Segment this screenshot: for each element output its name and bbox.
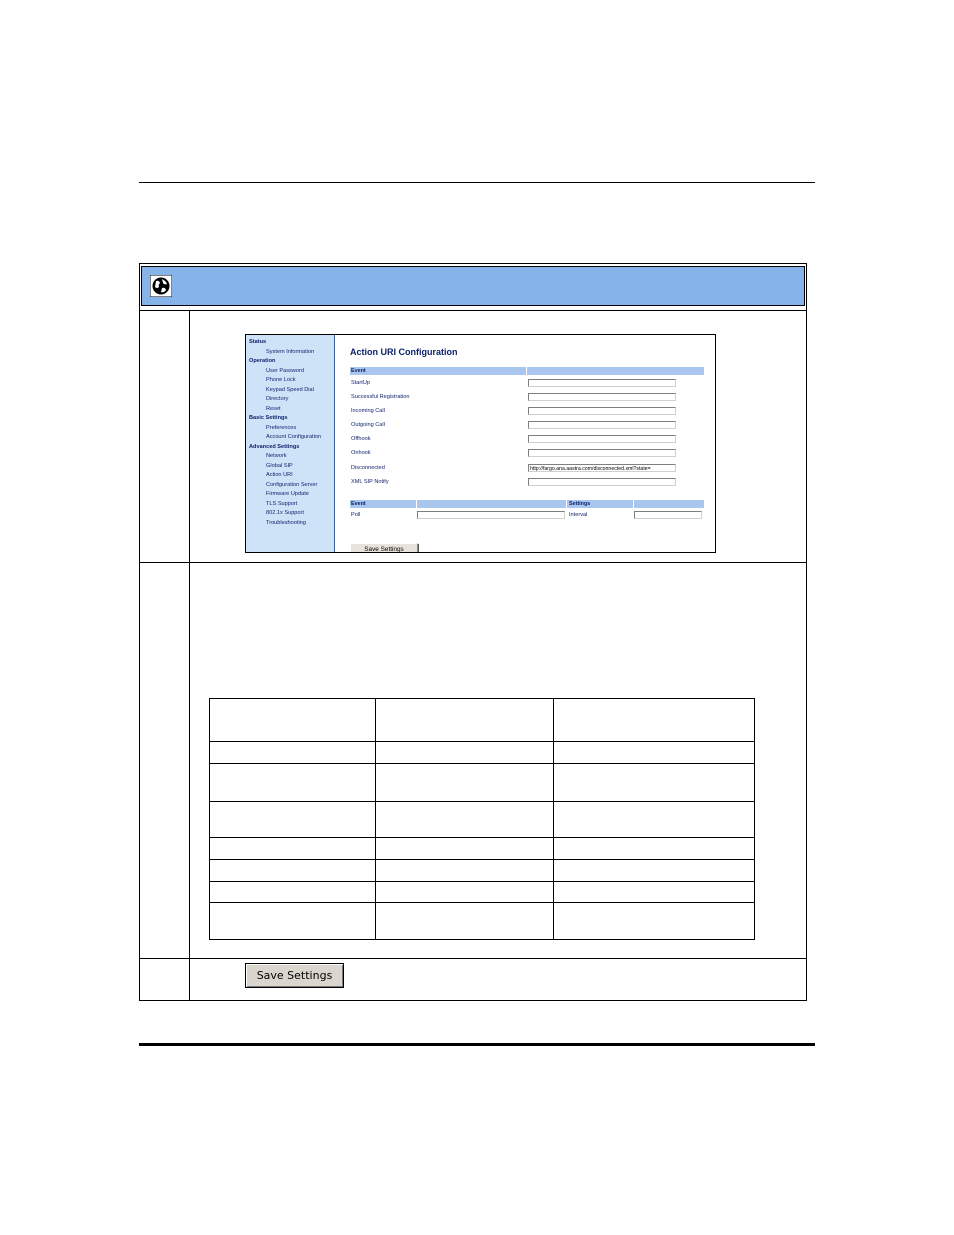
event-uri-input[interactable]: http://fargo.ana.aastra.com/disconnected.xml?state= bbox=[528, 464, 676, 472]
settings-table bbox=[209, 698, 755, 940]
poll-settings-header: Settings bbox=[569, 500, 591, 507]
event-label: Incoming Call bbox=[351, 408, 385, 415]
event-uri-input[interactable] bbox=[528, 379, 676, 387]
event-label: Outgoing Call bbox=[351, 422, 385, 429]
webui-page-title: Action URI Configuration bbox=[350, 347, 458, 357]
sidebar-item[interactable]: TLS Support bbox=[266, 500, 298, 507]
poll-event-header: Event bbox=[351, 500, 366, 507]
sidebar-item[interactable]: User Password bbox=[266, 367, 304, 374]
event-uri-input[interactable] bbox=[528, 478, 676, 486]
sidebar-item[interactable]: 802.1x Support bbox=[266, 510, 304, 516]
table-row bbox=[210, 903, 755, 940]
sidebar-item[interactable]: Troubleshooting bbox=[266, 519, 306, 526]
event-row bbox=[350, 447, 704, 461]
event-row bbox=[350, 391, 704, 405]
table-row-divider bbox=[139, 958, 807, 959]
event-list bbox=[350, 377, 704, 490]
footer-rule bbox=[139, 1043, 815, 1046]
globe-icon bbox=[150, 275, 172, 297]
table-row bbox=[210, 838, 755, 860]
sidebar-item[interactable]: Global SIP bbox=[266, 462, 293, 469]
sidebar-section-heading: Basic Settings bbox=[249, 415, 288, 421]
sidebar-section-heading: Advanced Settings bbox=[249, 443, 300, 450]
event-row bbox=[350, 419, 704, 433]
table-row bbox=[210, 860, 755, 882]
poll-input[interactable] bbox=[417, 511, 565, 519]
sidebar-item[interactable]: Phone Lock bbox=[266, 377, 296, 383]
table-row bbox=[210, 764, 755, 802]
poll-label: Poll bbox=[351, 511, 361, 518]
web-ui-banner bbox=[141, 266, 805, 306]
event-header-band bbox=[350, 367, 704, 375]
sidebar-section-heading: Status bbox=[249, 339, 267, 345]
table-row bbox=[210, 699, 755, 742]
event-row bbox=[350, 377, 704, 391]
event-uri-input[interactable] bbox=[528, 449, 676, 457]
table-row-divider bbox=[139, 310, 807, 311]
event-row bbox=[350, 405, 704, 419]
table-row bbox=[210, 802, 755, 838]
sidebar-item[interactable]: Configuration Server bbox=[266, 481, 318, 488]
sidebar-item[interactable]: Firmware Update bbox=[266, 491, 309, 497]
event-uri-input[interactable] bbox=[528, 421, 676, 429]
table-row-divider bbox=[139, 562, 807, 563]
save-settings-button[interactable]: Save Settings bbox=[245, 963, 344, 988]
event-uri-input[interactable] bbox=[528, 393, 676, 401]
sidebar-item[interactable]: Account Configuration bbox=[266, 434, 322, 440]
sidebar-item[interactable]: Preferences bbox=[266, 424, 297, 431]
event-label: StartUp bbox=[351, 380, 370, 386]
action-uri-screenshot bbox=[245, 334, 716, 553]
poll-row bbox=[350, 510, 704, 522]
table-row bbox=[210, 882, 755, 903]
event-row bbox=[350, 433, 704, 447]
table-column-divider bbox=[189, 310, 190, 1001]
event-row bbox=[350, 462, 704, 476]
event-uri-input[interactable] bbox=[528, 435, 676, 443]
event-label: Offhook bbox=[351, 436, 371, 443]
webui-sidebar bbox=[246, 335, 335, 552]
event-header-label: Event bbox=[351, 368, 366, 374]
event-row bbox=[350, 476, 704, 490]
poll-header-band bbox=[350, 500, 704, 508]
header-rule bbox=[139, 182, 815, 183]
sidebar-item[interactable]: Directory bbox=[266, 396, 289, 402]
interval-label: Interval bbox=[569, 511, 588, 518]
event-label: XML SIP Notify bbox=[351, 478, 389, 485]
interval-input[interactable] bbox=[634, 511, 702, 519]
event-uri-input[interactable] bbox=[528, 407, 676, 415]
sidebar-item[interactable]: Action URI bbox=[266, 472, 293, 478]
event-label: Successful Registration bbox=[351, 394, 410, 401]
sidebar-item[interactable]: Network bbox=[266, 453, 287, 459]
webui-main-panel bbox=[350, 347, 704, 553]
event-label: Onhook bbox=[351, 450, 371, 457]
sidebar-item[interactable]: Keypad Speed Dial bbox=[266, 386, 314, 393]
webui-save-settings-button[interactable]: Save Settings bbox=[350, 543, 418, 553]
sidebar-item[interactable]: Reset bbox=[266, 405, 281, 412]
sidebar-section-heading: Operation bbox=[249, 358, 276, 364]
sidebar-item[interactable]: System Information bbox=[266, 348, 315, 355]
table-row bbox=[210, 742, 755, 764]
event-label: Disconnected bbox=[351, 464, 385, 471]
